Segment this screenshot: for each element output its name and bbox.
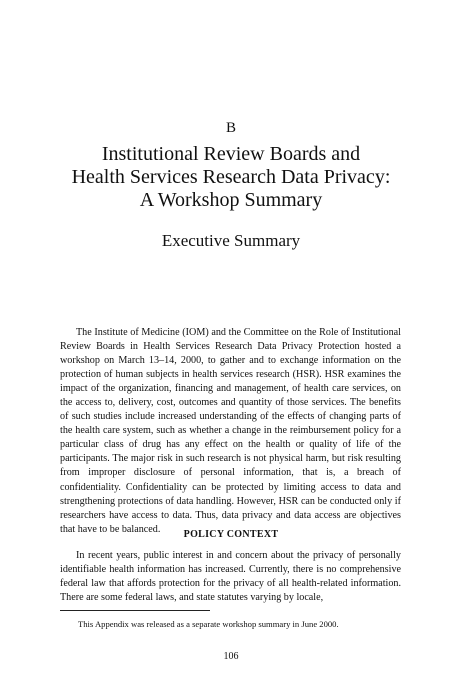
section-heading: POLICY CONTEXT bbox=[183, 529, 279, 540]
section-subtitle: Executive Summary bbox=[161, 231, 301, 250]
footnote: This Appendix was released as a separate workshop summary in June 2000. bbox=[78, 619, 339, 629]
title-line-3: A Workshop Summary bbox=[139, 189, 323, 211]
page-title bbox=[0, 143, 462, 212]
appendix-letter: B bbox=[225, 120, 236, 136]
body-paragraph-1: The Institute of Medicine (IOM) and the Committee on the Role of Institutional Review Boards in Health Services Research Data Privacy Protection hosted a workshop on March 13–14, 2000, to gather and to exchange information on the protection of human subjects in health services research (HSR). HSR examines the impact of the organization, financing and management, of health care services, on the access to, delivery, cost, outcomes and quantity of those services. The benefits of such studies include increased understanding of the effects of changing parts of the health care system, such as whether a change in the reimbursement policy for a particular class of drug has any effect on the health or quality of life of the participants. The major risk in such research is not physical harm, but risk resulting from improper disclosure of personal information, that is, a breach of confidentiality. Confidentiality can be protected by limiting access to data and strengthening protections of data handling. However, HSR can be conducted only if researchers have access to data. Thus, data privacy and data access are objectives that have to be balanced. bbox=[60, 327, 401, 535]
page-number: 106 bbox=[223, 651, 239, 662]
body-paragraph-2: In recent years, public interest in and concern about the privacy of personally identifiable health information has increased. Currently, there is no comprehensive federal law that affords protection for the privacy of all health-related information. There are some federal laws, and state statutes varying by locale, bbox=[60, 550, 401, 604]
title-line-1: Institutional Review Boards and bbox=[101, 143, 361, 165]
title-line-2: Health Services Research Data Privacy: bbox=[71, 166, 391, 188]
footnote-divider bbox=[60, 610, 210, 611]
